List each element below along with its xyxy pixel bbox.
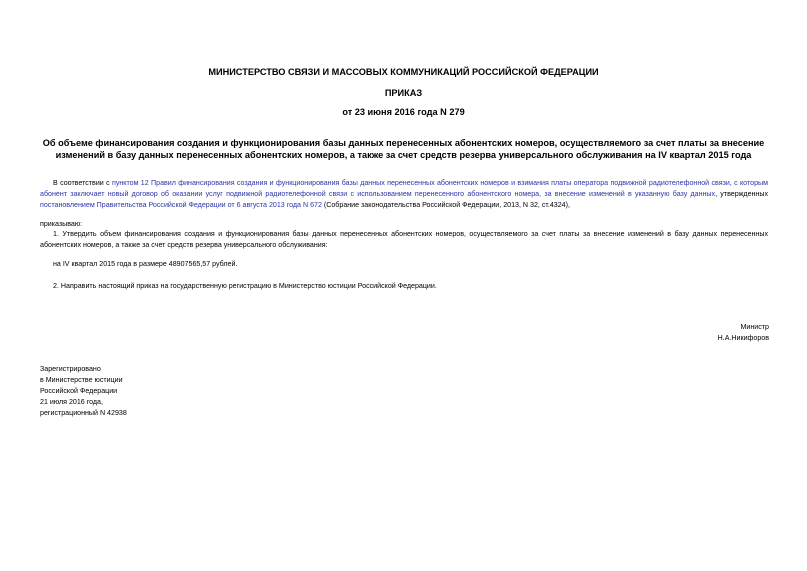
document-title-line-1: Об объеме финансирования создания и функционирования базы данных перенесенных абонентских номеров, осуществляемого за счет платы за внесение <box>42 138 765 148</box>
registration-line-4: 21 июля 2016 года, <box>40 398 103 406</box>
funding-amount: на IV квартал 2015 года в размере 48907565,57 рублей. <box>53 260 238 268</box>
registration-line-2: в Министерстве юстиции <box>40 376 123 384</box>
intro-line-1 <box>40 178 768 189</box>
government-decree-link[interactable]: постановлением Правительства Российской Федерации от 6 августа 2013 года N 672 <box>40 201 322 209</box>
rule-link-part-2[interactable]: абонент заключает новый договор об оказании услуг подвижной радиотелефонной связи с использованием перенесенного абонентского номера, за внесение изменений в указанную базу данных <box>40 190 716 198</box>
intro-line-2 <box>40 189 768 200</box>
item-1-paragraph <box>40 229 768 251</box>
intro-paragraph <box>40 178 768 211</box>
document-type-heading: ПРИКАЗ <box>384 88 423 98</box>
document-title-line-2: изменений в базу данных перенесенных абонентских номеров, а также за счет средств резерва универсального обслуживания на IV квартал 2015 года <box>55 150 752 160</box>
document-title <box>40 137 767 161</box>
item-1-line-1: 1. Утвердить объем финансирования создания и функционирования базы данных перенесенных абонентских номеров, осуществляемого за счет платы за внесение изменений в базу данных перенесенных <box>53 230 768 238</box>
ministry-heading: МИНИСТЕРСТВО СВЯЗИ И МАССОВЫХ КОММУНИКАЦИЙ РОССИЙСКОЙ ФЕДЕРАЦИИ <box>208 67 599 77</box>
registration-line-5: регистрационный N 42938 <box>40 409 127 417</box>
item-2-paragraph: 2. Направить настоящий приказ на государственную регистрацию в Министерство юстиции Российской Федерации. <box>53 282 437 290</box>
intro-prefix: В соответствии с <box>53 179 112 187</box>
registration-block <box>40 364 127 419</box>
signatory-name: Н.А.Никифоров <box>717 334 769 342</box>
date-number-heading: от 23 июня 2016 года N 279 <box>342 107 465 117</box>
rule-link-part-1[interactable]: пунктом 12 Правил финансирования создания и функционирования базы данных перенесенных абонентских номеров и взимания платы оператора подвижной радиотелефонной связи, с которым <box>111 179 768 187</box>
order-word: приказываю: <box>40 220 83 228</box>
intro-mid: , утвержденных <box>715 190 768 198</box>
signatory-position: Министр <box>740 323 769 331</box>
intro-line-3 <box>40 200 768 211</box>
intro-suffix: (Собрание законодательства Российской Федерации, 2013, N 32, ст.4324), <box>321 201 570 209</box>
signature-block <box>718 322 769 344</box>
item-1-line-2: абонентских номеров, а также за счет средств резерва универсального обслуживания: <box>40 241 328 249</box>
registration-line-3: Российской Федерации <box>40 387 118 395</box>
registration-line-1: Зарегистрировано <box>40 365 101 373</box>
